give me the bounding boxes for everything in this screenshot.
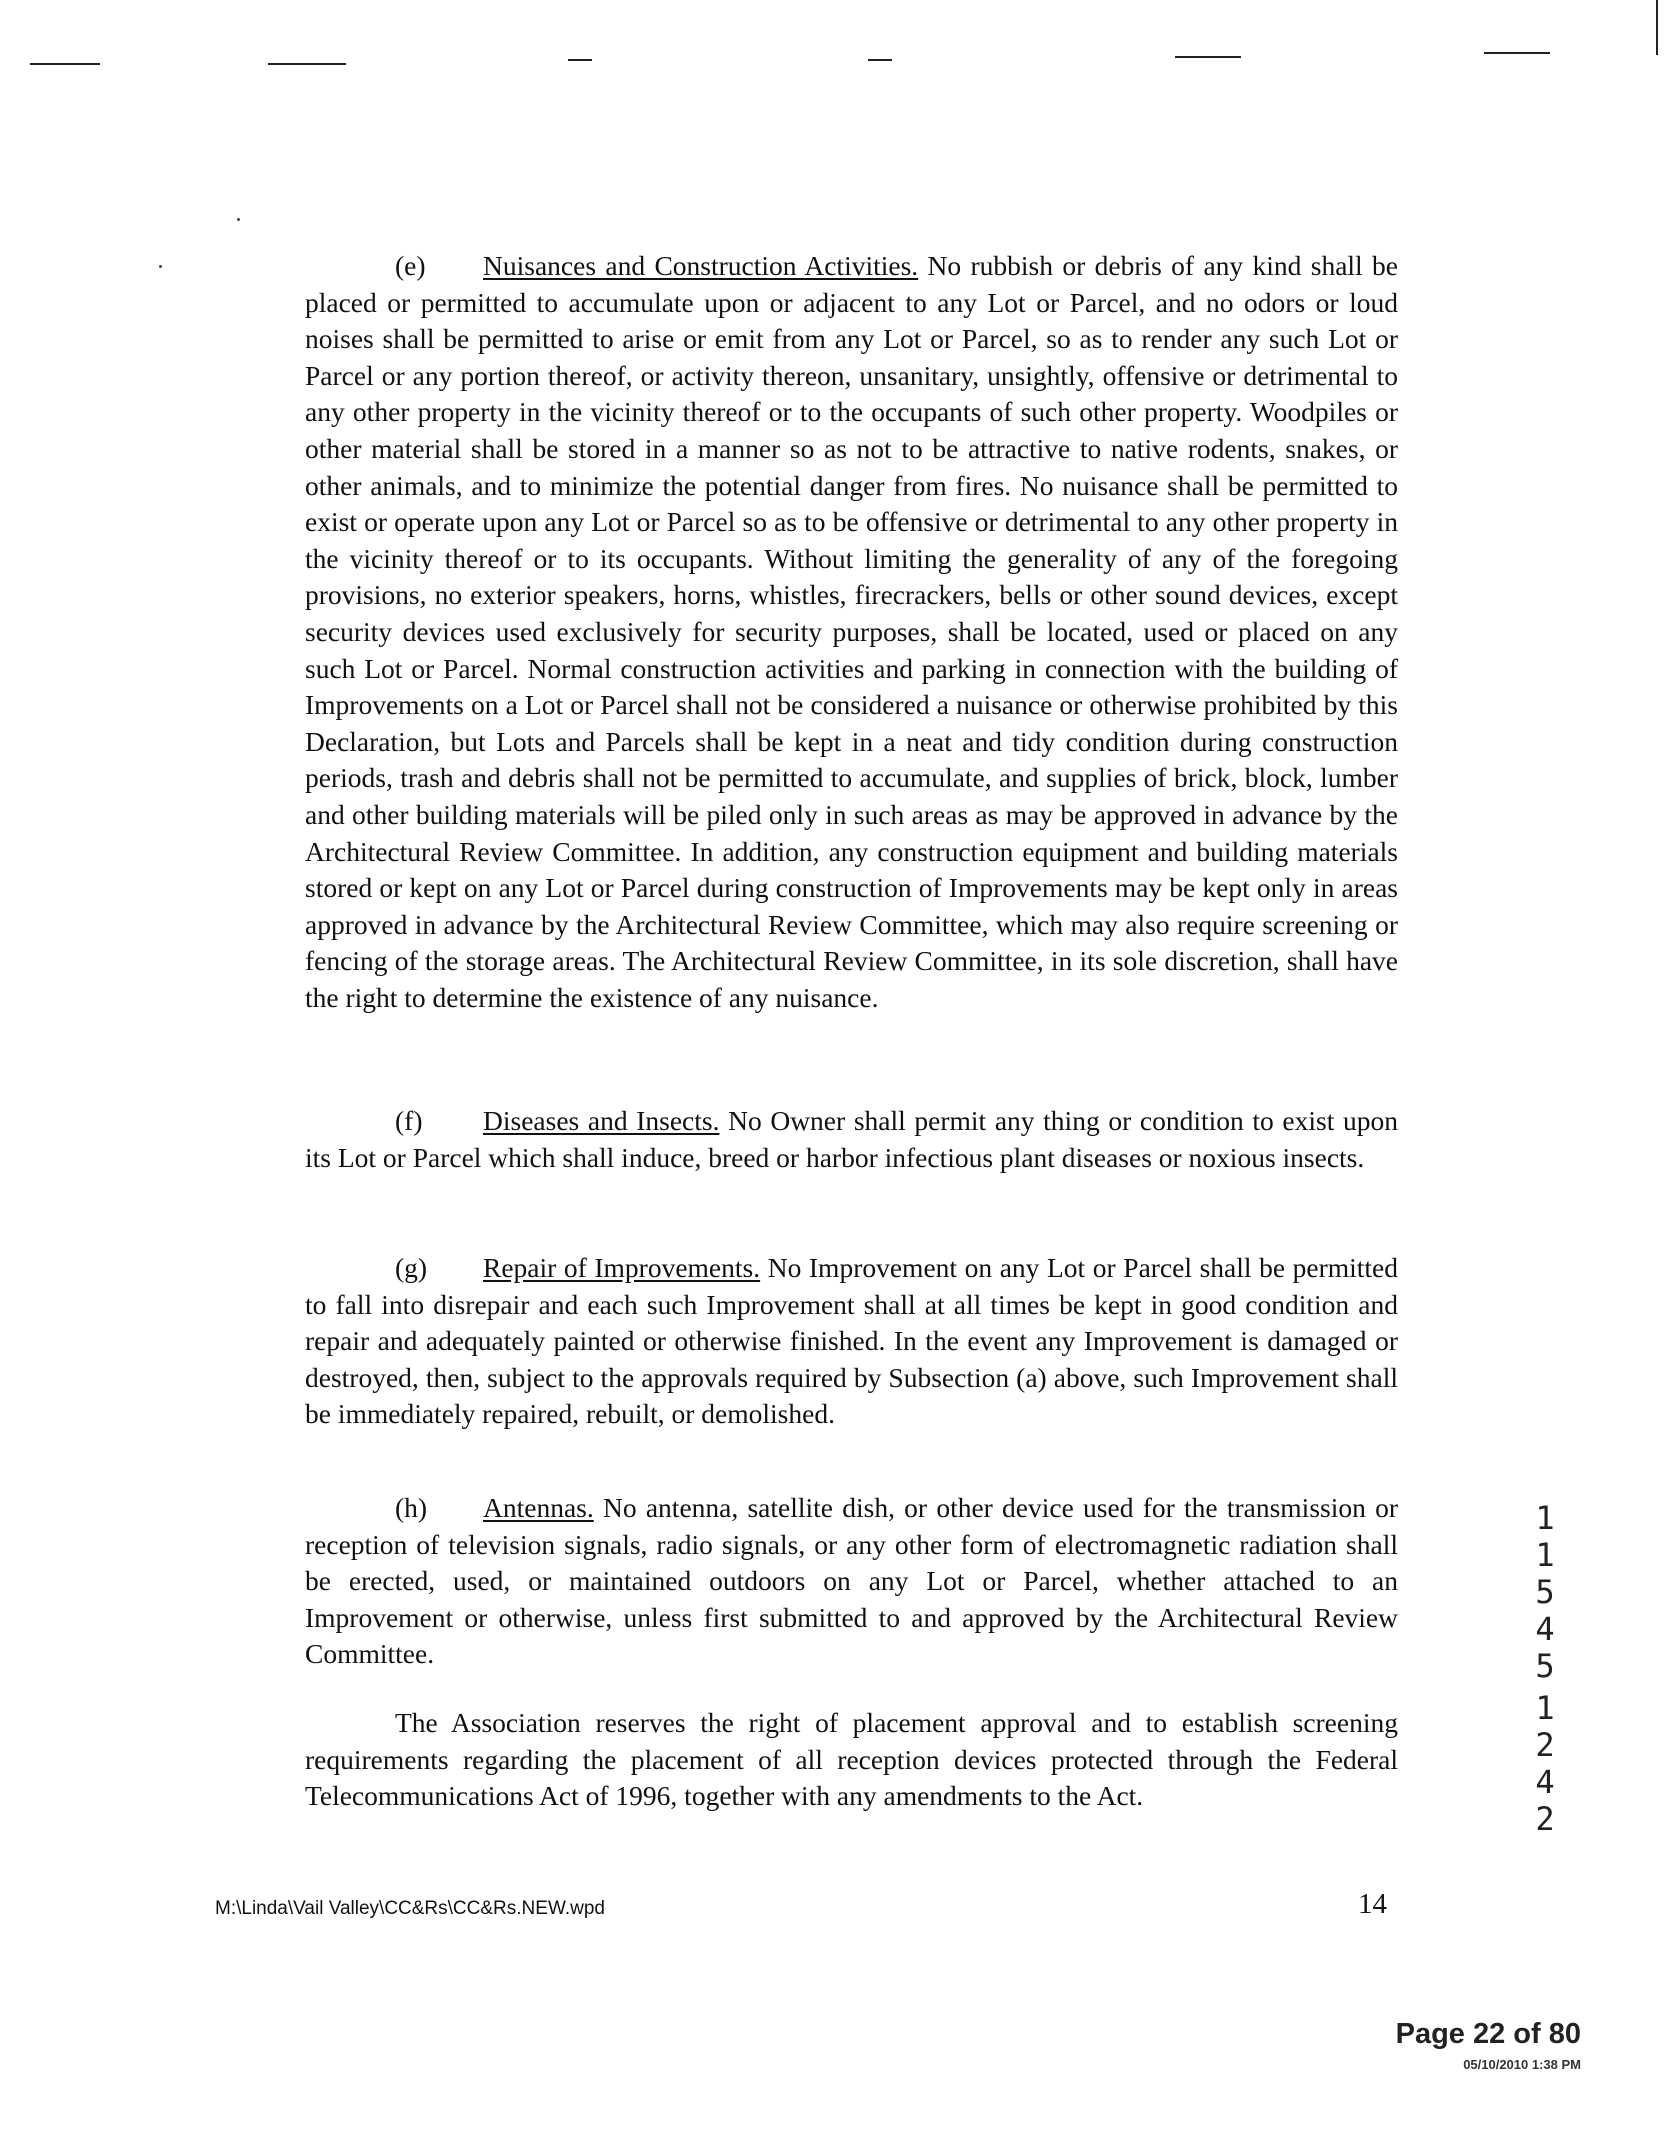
paragraph-label: (e) bbox=[395, 250, 426, 281]
paragraph-e bbox=[305, 248, 1398, 1016]
paragraph-title: Antennas. bbox=[483, 1492, 594, 1523]
paragraph-f bbox=[305, 1103, 1398, 1176]
paragraph-label: (f) bbox=[395, 1105, 423, 1136]
paragraph-title: Diseases and Insects. bbox=[483, 1105, 720, 1136]
stamp-digit: 2 bbox=[1535, 1800, 1555, 1838]
paragraph-body: No Owner shall permit any thing or condition to exist upon its Lot or Parcel which shall induce, breed or harbor infectious plant diseases or noxious insects. bbox=[305, 1105, 1399, 1173]
scan-edge-line bbox=[1656, 0, 1658, 55]
top-rule bbox=[268, 63, 346, 65]
paragraph-g bbox=[305, 1250, 1398, 1433]
paragraph-body: No Improvement on any Lot or Parcel shall be permitted to fall into disrepair and each such Improvement shall at all times be kept in good condition and repair and adequately painted or otherwise finished. In the event any Improvement is damaged or destroyed, then, subject to the approvals required by Subsection (a) above, such Improvement shall be immediately repaired, rebuilt, or demolished. bbox=[305, 1252, 1399, 1430]
top-rule bbox=[30, 63, 100, 65]
stamp-digit: 1 bbox=[1535, 1499, 1555, 1537]
recording-datetime: 05/10/2010 1:38 PM bbox=[1463, 2057, 1581, 2072]
paragraph-body: No rubbish or debris of any kind shall be placed or permitted to accumulate upon or adjacent to any Lot or Parcel, and no odors or loud noises shall be permitted to arise or emit from any Lot or Parcel, so as to render any such Lot or Parcel or any portion thereof, or activity thereon, unsanitary, unsightly, offensive or detrimental to any other property in the vicinity thereof or to the occupants of such other property. Woodpiles or other material shall be stored in a manner so as not to be attractive to native rodents, snakes, or other animals, and to minimize the potential danger from fires. No nuisance shall be permitted to exist or operate upon any Lot or Parcel so as to be offensive or detrimental to any other property in the vicinity thereof or to its occupants. Without limiting the generality of any of the foregoing provisions, no exterior speakers, horns, whistles, firecrackers, bells or other sound devices, except security devices used exclusively for security purposes, shall be located, used or placed on any such Lot or Parcel. Normal construction activities and parking in connection with the building of Improvements on a Lot or Parcel shall not be considered a nuisance or otherwise prohibited by this Declaration, but Lots and Parcels shall be kept in a neat and tidy condition during construction periods, trash and debris shall not be permitted to accumulate, and supplies of brick, block, lumber and other building materials will be piled only in such areas as may be approved in advance by the Architectural Review Committee. In addition, any construction equipment and building materials stored or kept on any Lot or Parcel during construction of Improvements may be kept only in areas approved in advance by the Architectural Review Committee, which may also require screening or fencing of the storage areas. The Architectural Review Committee, in its sole discretion, shall have the right to determine the existence of any nuisance. bbox=[305, 250, 1399, 1013]
stamp-digit: 1 bbox=[1535, 1689, 1555, 1727]
recording-page-info: Page 22 of 80 bbox=[1395, 2018, 1581, 2050]
scan-speck bbox=[159, 265, 162, 268]
page-number: 14 bbox=[1358, 1888, 1387, 1920]
paragraph-association: The Association reserves the right of placement approval and to establish screening requirements regarding the placement of all reception devices protected through the Federal Telecommunications Act of 1996, together with any amendments to the Act. bbox=[305, 1707, 1398, 1812]
paragraph-body: No antenna, satellite dish, or other device used for the transmission or reception of television signals, radio signals, or any other form of electromagnetic radiation shall be erected, used, or maintained outdoors on any Lot or Parcel, whether attached to an Improvement or otherwise, unless first submitted to and approved by the Architectural Review Committee. bbox=[305, 1492, 1399, 1670]
stamp-digit: 5 bbox=[1535, 1647, 1555, 1685]
top-rule bbox=[1175, 56, 1241, 58]
file-path: M:\Linda\Vail Valley\CC&Rs\CC&Rs.NEW.wpd bbox=[215, 1898, 605, 1919]
stamp-digit: 4 bbox=[1535, 1610, 1555, 1648]
top-rule bbox=[1484, 52, 1550, 54]
margin-stamp-page bbox=[1530, 1690, 1560, 1838]
stamp-digit: 5 bbox=[1535, 1573, 1555, 1611]
top-rule bbox=[568, 59, 592, 61]
stamp-digit: 2 bbox=[1535, 1726, 1555, 1764]
scan-speck bbox=[237, 218, 240, 221]
paragraph-title: Repair of Improvements. bbox=[483, 1252, 761, 1283]
stamp-digit: 4 bbox=[1535, 1763, 1555, 1801]
paragraph-h bbox=[305, 1490, 1398, 1673]
stamp-digit: 1 bbox=[1535, 1536, 1555, 1574]
paragraph-title: Nuisances and Construction Activities. bbox=[483, 250, 919, 281]
paragraph-label: (h) bbox=[395, 1492, 428, 1523]
margin-stamp-book bbox=[1530, 1500, 1560, 1685]
paragraph-label: (g) bbox=[395, 1252, 428, 1283]
top-rule bbox=[868, 59, 892, 61]
